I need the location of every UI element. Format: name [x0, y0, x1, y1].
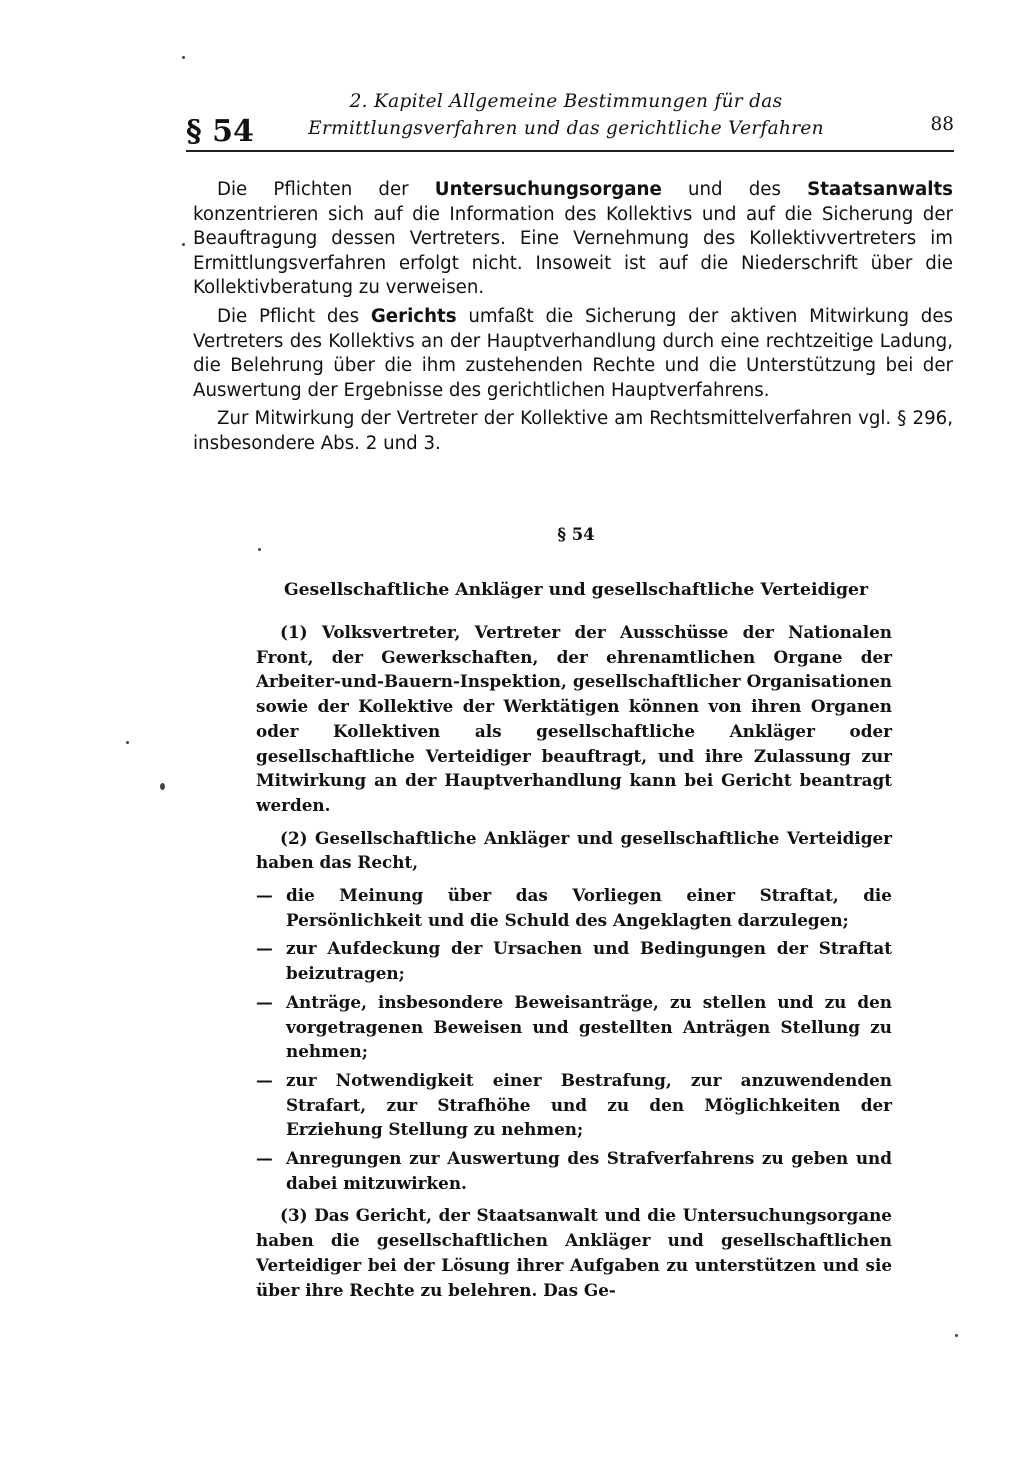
scan-speck: [182, 56, 185, 59]
commentary-paragraph: [193, 178, 953, 301]
text-run: konzentrieren sich auf die Information des Kollektivs und auf die Sicherung der Beauftragung dessen Vertreters. Eine Vernehmung des Kollektivvertreters im Ermittlungsverfahren erfolgt nicht. Insoweit ist auf die Niederschrift über die Kollektivberatung zu verweisen.: [193, 203, 953, 299]
scan-speck: [955, 1334, 958, 1337]
dash-marker: —: [256, 1069, 273, 1090]
chapter-title-line-1: 2. Kapitel Allgemeine Bestimmungen für das: [349, 91, 783, 112]
text-run: und des: [661, 179, 808, 200]
list-item: [256, 1068, 892, 1142]
rights-list: [256, 883, 892, 1195]
text-run: Die Pflichten der: [217, 179, 435, 200]
list-item: [256, 990, 892, 1064]
section-heading: § 54: [557, 525, 595, 544]
chapter-title-line-2: Ermittlungsverfahren und das gerichtliche Verfahren: [308, 118, 824, 139]
dash-marker: —: [256, 938, 273, 959]
commentary-paragraph: [193, 305, 953, 403]
text-run: umfaßt die Sicherung der aktiven Mitwirkung des Vertreters des Kollektivs an der Hauptverhandlung durch eine rechtzeitige Ladung, die Belehrung über die ihm zustehenden Rechte und die Unterstützung bei der Auswertung der Ergebnisse des gerichtlichen Hauptverfahrens.: [193, 305, 953, 401]
commentary-paragraph: Zur Mitwirkung der Vertreter der Kollektive am Rechtsmittelverfahren vgl. § 296, insbesondere Abs. 2 und 3.: [193, 408, 953, 454]
statute-paragraph-3: (3) Das Gericht, der Staatsanwalt und die Untersuchungsorgane haben die gesellschaftlichen Ankläger und gesellschaftlichen Verteidiger bei der Lösung ihrer Aufgaben zu unterstützen und sie über ihre Rechte zu belehren. Das Ge-: [256, 1205, 892, 1300]
list-item-text: die Meinung über das Vorliegen einer Straftat, die Persönlichkeit und die Schuld des Angeklagten darzulegen;: [286, 885, 892, 930]
dash-marker: —: [256, 1148, 273, 1169]
page-number: 88: [930, 114, 954, 135]
emphasis-term: Staatsanwalts: [807, 179, 954, 200]
scan-speck: [160, 783, 165, 790]
list-item: [256, 883, 892, 932]
scan-speck: [258, 548, 261, 551]
list-item-text: Anträge, insbesondere Beweisanträge, zu stellen und zu den vorgetragenen Beweisen und gestellten Anträgen Stellung zu nehmen;: [286, 991, 892, 1062]
list-item-text: Anregungen zur Auswertung des Strafverfahrens zu geben und dabei mitzuwirken.: [286, 1148, 892, 1193]
text-run: Die Pflicht des: [217, 305, 371, 327]
commentary-text: [193, 178, 953, 461]
scan-speck: [182, 243, 185, 246]
dash-marker: —: [256, 885, 273, 906]
statute-paragraph-1: (1) Volksvertreter, Vertreter der Ausschüsse der Nationalen Front, der Gewerkschaften, der ehrenamtlichen Organe der Arbeiter-und-Bauern-Inspektion, gesellschaftlicher Organisationen sowie der Kollektive der Werktätigen können von ihren Organen oder Kollektiven als gesellschaftliche Ankläger oder gesellschaftliche Verteidiger beauftragt, und ihre Zulassung zur Mitwirkung an der Hauptverhandlung kann bei Gericht beantragt werden.: [256, 622, 892, 815]
header-rule: [186, 150, 954, 152]
list-item: [256, 1146, 892, 1195]
scan-speck: [126, 741, 129, 744]
emphasis-term: Gerichts: [370, 305, 457, 327]
section-title: Gesellschaftliche Ankläger und gesellschaftliche Verteidiger: [283, 580, 869, 600]
dash-marker: —: [256, 991, 273, 1012]
list-item: [256, 936, 892, 985]
list-item-text: zur Notwendigkeit einer Bestrafung, zur anzuwendenden Strafart, zur Strafhöhe und zu den Möglichkeiten der Erziehung Stellung zu nehmen;: [286, 1069, 892, 1140]
statute-text: [256, 620, 892, 1310]
page-header: [186, 84, 956, 154]
list-item-text: zur Aufdeckung der Ursachen und Bedingungen der Straftat beizutragen;: [286, 938, 892, 984]
emphasis-term: Untersuchungsorgane: [434, 179, 662, 200]
statute-paragraph-2: (2) Gesellschaftliche Ankläger und gesellschaftliche Verteidiger haben das Recht,: [256, 827, 892, 873]
chapter-title: [286, 88, 846, 142]
running-section-mark: § 54: [186, 114, 254, 149]
